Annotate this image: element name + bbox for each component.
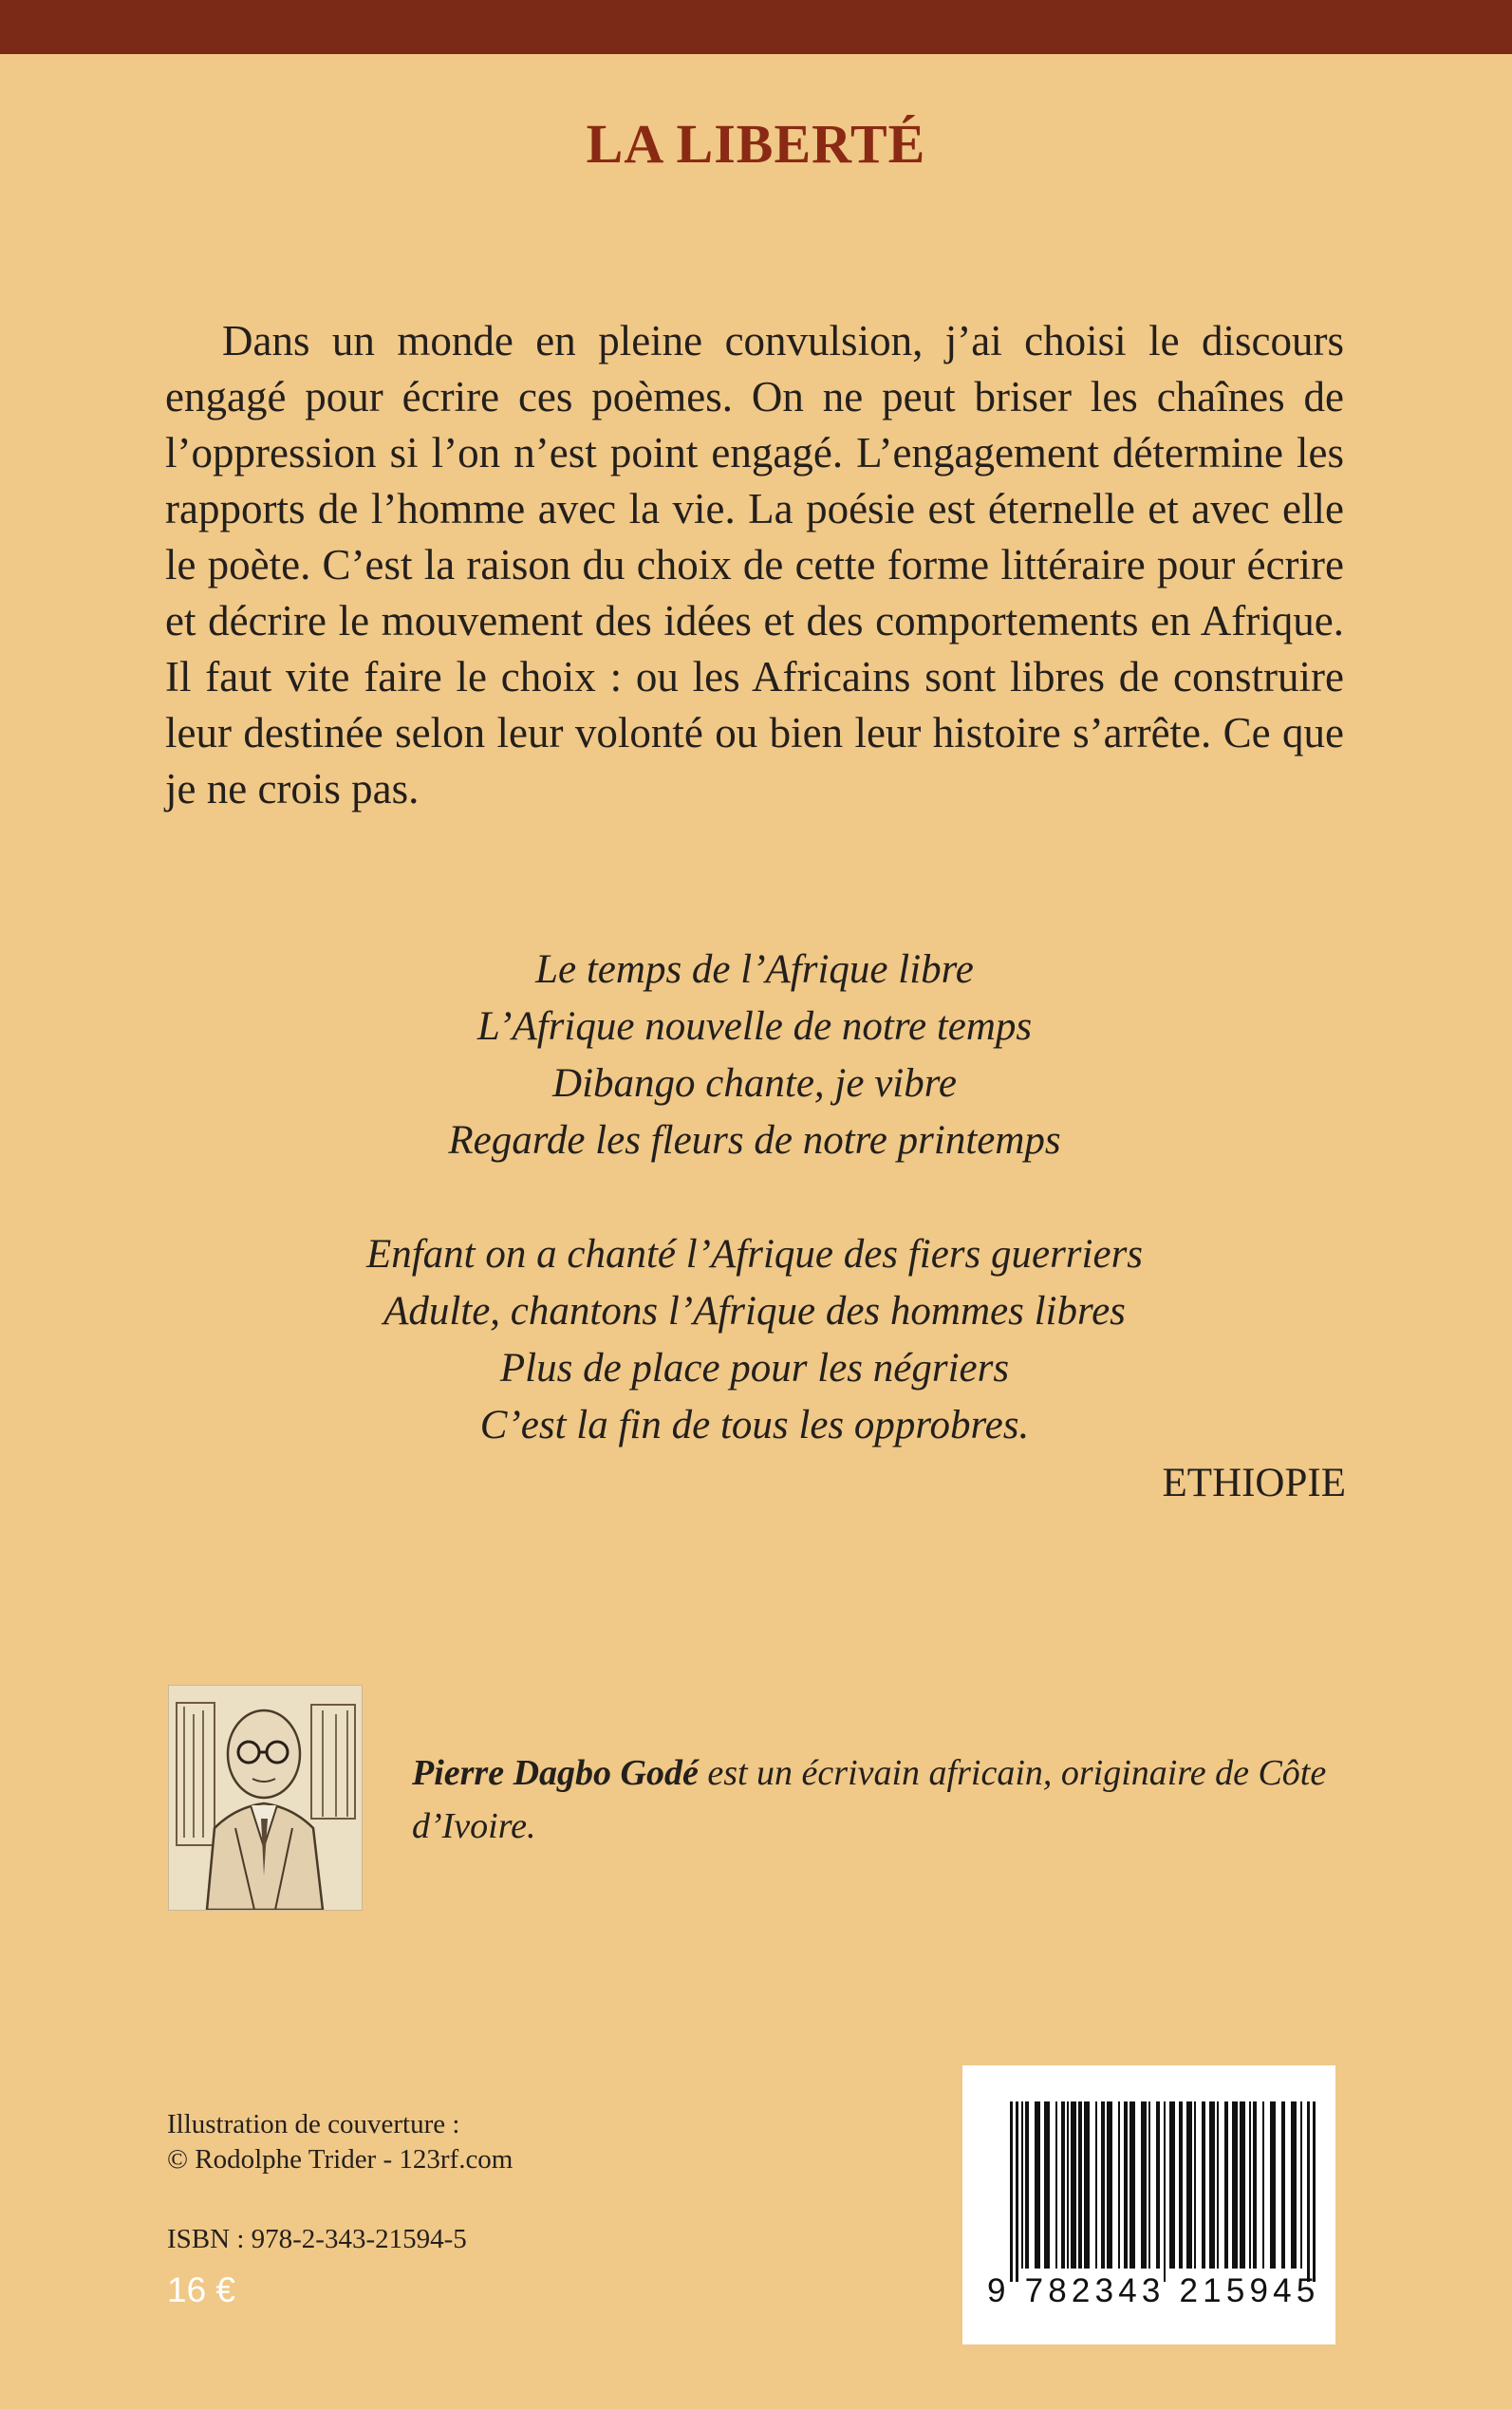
barcode-bar [1071,2101,1076,2269]
poem-line: Enfant on a chanté l’Afrique des fiers guerriers [365,1232,1144,1277]
poem-line: Le temps de l’Afrique libre [535,947,974,992]
poem-line: L’Afrique nouvelle de notre temps [476,1004,1033,1049]
barcode-bar [1240,2101,1245,2269]
barcode-bar [1016,2101,1018,2282]
barcode-bar [1101,2101,1105,2269]
poem-stanza-1 [165,942,1344,1169]
author-bio [412,1746,1344,1853]
author-portrait [168,1685,363,1911]
barcode-bar [1061,2101,1065,2269]
barcode-bar [1118,2101,1120,2269]
barcode-bar [1035,2101,1040,2269]
barcode-bar [1224,2101,1228,2269]
poem-stanza-2 [165,1226,1344,1454]
barcode-bar [1209,2101,1215,2269]
poem-line: Dibango chante, je vibre [552,1061,957,1106]
credits-label: Illustration de couverture : [167,2109,460,2139]
author-name: Pierre Dagbo Godé [412,1753,699,1793]
barcode-bar [1164,2101,1166,2282]
barcode-bar [1253,2101,1257,2269]
barcode-bar [1129,2101,1135,2269]
barcode-bar [1078,2101,1082,2269]
barcode-bar [1194,2101,1196,2269]
barcode-bar [1313,2101,1316,2282]
poem-line: Regarde les fleurs de notre printemps [448,1118,1061,1163]
barcode-bar [1270,2101,1276,2269]
barcode-bar [1249,2101,1251,2269]
barcode-bar [1044,2101,1050,2269]
barcode-bar [1084,2101,1090,2269]
barcode-bar [1186,2101,1192,2269]
barcode-bar [1124,2101,1128,2269]
barcode-bar [1021,2101,1023,2269]
barcode-bar [1010,2101,1013,2282]
barcode-bar [1262,2101,1264,2269]
poem-line: Adulte, chantons l’Afrique des hommes libres [383,1289,1126,1334]
author-bio-text: est un écrivain africain, originaire de Côte d’Ivoire. [412,1753,1327,1846]
barcode-box [962,2065,1335,2344]
barcode-bar [1169,2101,1175,2269]
barcode-bar [1291,2101,1297,2269]
barcode-bar [1179,2101,1183,2269]
barcode-bar [1067,2101,1069,2269]
barcode-bar [1300,2101,1302,2269]
book-title: LA LIBERTÉ [586,113,926,175]
cover-credits [167,2107,513,2177]
back-cover-blurb: Dans un monde en pleine convulsion, j’ai choisi le discours engagé pour écrire ces poèmes. On ne peut briser les chaînes de l’oppression si l’on n’est point engagé. L’engagement détermine les rapports de l’homme avec la vie. La poésie est éternelle et avec elle le poète. C’est la raison du choix de cette forme littéraire pour écrire et décrire le mouvement des idées et des comportements en Afrique. Il faut vite faire le choix : ou les Africains sont libres de construire leur destinée selon leur volonté ou bien leur histoire s’arrête. Ce que je ne crois pas. [165,317,1344,812]
barcode-bar [1202,2101,1205,2269]
barcode-bar [1307,2101,1310,2282]
barcode-bar [1148,2101,1150,2269]
barcode-bar [1095,2101,1097,2269]
credits-value: © Rodolphe Trider - 123rf.com [167,2144,513,2175]
author-portrait-sketch [169,1686,362,1910]
poem-line: C’est la fin de tous les opprobres. [479,1403,1030,1447]
barcode-bar [1281,2101,1285,2269]
barcode-bar [1232,2101,1238,2269]
poem-line: Plus de place pour les négriers [499,1346,1010,1391]
barcode-bar [1156,2101,1160,2269]
barcode-digits: 9 782343 215945 [987,2272,1320,2309]
barcode-bar [1141,2101,1147,2269]
isbn: ISBN : 978-2-343-21594-5 [167,2224,467,2254]
barcode-bar [1025,2101,1029,2269]
barcode-bar [1055,2101,1057,2269]
poem-source: ETHIOPIE [1162,1461,1346,1505]
barcode-bar [1217,2101,1219,2269]
barcode-bar [1107,2101,1112,2269]
price: 16 € [167,2270,236,2309]
top-color-band [0,0,1512,54]
